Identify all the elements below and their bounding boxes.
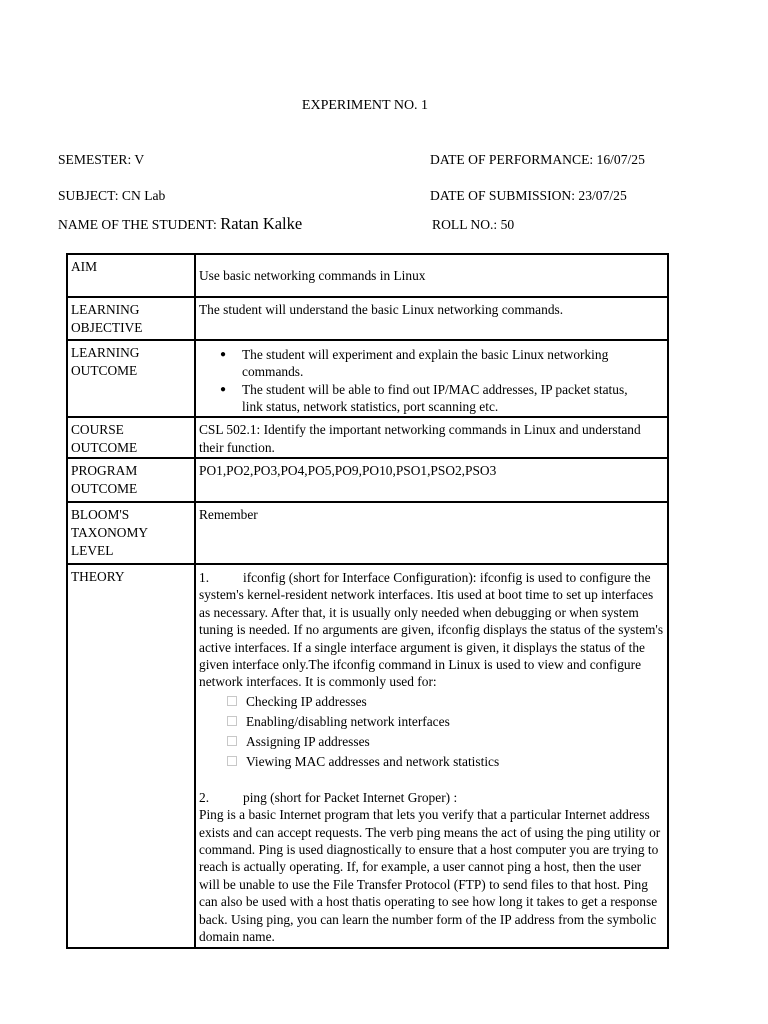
experiment-table — [66, 253, 669, 949]
objective-label: LEARNING OBJECTIVE — [67, 297, 195, 340]
theory-item-body: system's kernel-resident network interfaces. Itis used at boot time to set up interfaces as necessary. After that, it is usually only needed when debugging or when system tuning is needed. If no arguments are given, ifconfig displays the status of the system's active interfaces. If a single interface argument is given, it displays the status of the given interface only.The ifconfig command in Linux is used to view and configure network interfaces. It is commonly used for: — [199, 587, 664, 690]
row-blooms — [67, 502, 668, 564]
subject: SUBJECT: CN Lab — [58, 188, 166, 203]
outcome-label: LEARNING OUTCOME — [67, 340, 195, 417]
theory-item-number: 1. — [199, 570, 210, 585]
row-objective — [67, 297, 668, 340]
row-course-outcome — [67, 417, 668, 458]
objective-value: The student will understand the basic Linux networking commands. — [195, 297, 668, 340]
theory-use-item: Checking IP addresses — [246, 692, 664, 712]
date-of-submission: DATE OF SUBMISSION: 23/07/25 — [430, 188, 627, 203]
blooms-value: Remember — [195, 502, 668, 564]
page-title: EXPERIMENT NO. 1 — [301, 98, 429, 113]
outcome-value — [195, 340, 668, 417]
semester: SEMESTER: V — [58, 152, 145, 167]
date-of-performance: DATE OF PERFORMANCE: 16/07/25 — [430, 152, 645, 167]
aim-value: Use basic networking commands in Linux — [195, 254, 668, 297]
theory-item-body: Ping is a basic Internet program that lets you verify that a particular Internet address exists and can accept requests. The verb ping means the act of using the ping utility or command. Ping is used diagnostically to ensure that a host computer you are trying to reach is actually operating. If, for example, a user cannot ping a host, then the user will be unable to use the File Transfer Protocol (FTP) to send files to that host. Ping can also be used with a host thatis operating to see how long it takes to get a response back. Using ping, you can learn the number form of the IP address from the symbolic domain name. — [199, 807, 661, 945]
row-learning-outcome — [67, 340, 668, 417]
theory-item-number: 2. — [199, 789, 210, 805]
course-value: CSL 502.1: Identify the important networking commands in Linux and understand their function. — [195, 417, 668, 458]
blooms-label: BLOOM'S TAXONOMY LEVEL — [67, 502, 195, 564]
outcome-item: ● The student will experiment and explain the basic Linux networking commands. — [242, 346, 632, 380]
roll-number: ROLL NO.: 50 — [432, 217, 515, 232]
row-program-outcome — [67, 458, 668, 502]
student-name-label: NAME OF THE STUDENT: — [58, 217, 221, 232]
theory-label: THEORY — [67, 564, 195, 948]
student-name: Ratan Kalke — [220, 214, 303, 233]
outcome-item: ● The student will be able to find out IP/MAC addresses, IP packet status, link status, network statistics, port scanning etc. — [242, 381, 632, 415]
row-theory — [67, 564, 668, 948]
program-label: PROGRAM OUTCOME — [67, 458, 195, 502]
program-value: PO1,PO2,PO3,PO4,PO5,PO9,PO10,PSO1,PSO2,PSO3 — [195, 458, 668, 502]
theory-item-heading: ifconfig (short for Interface Configuration): ifconfig is used to configure the — [243, 570, 651, 585]
theory-use-item: Enabling/disabling network interfaces — [246, 712, 664, 732]
student-name-line — [58, 214, 302, 234]
theory-use-item: Assigning IP addresses — [246, 732, 664, 752]
row-aim — [67, 254, 668, 297]
theory-item-heading: ping (short for Packet Internet Groper) : — [243, 789, 458, 805]
theory-use-item: Viewing MAC addresses and network statistics — [246, 752, 664, 772]
theory-value — [195, 564, 668, 948]
aim-label: AIM — [67, 254, 195, 297]
course-label: COURSE OUTCOME — [67, 417, 195, 458]
